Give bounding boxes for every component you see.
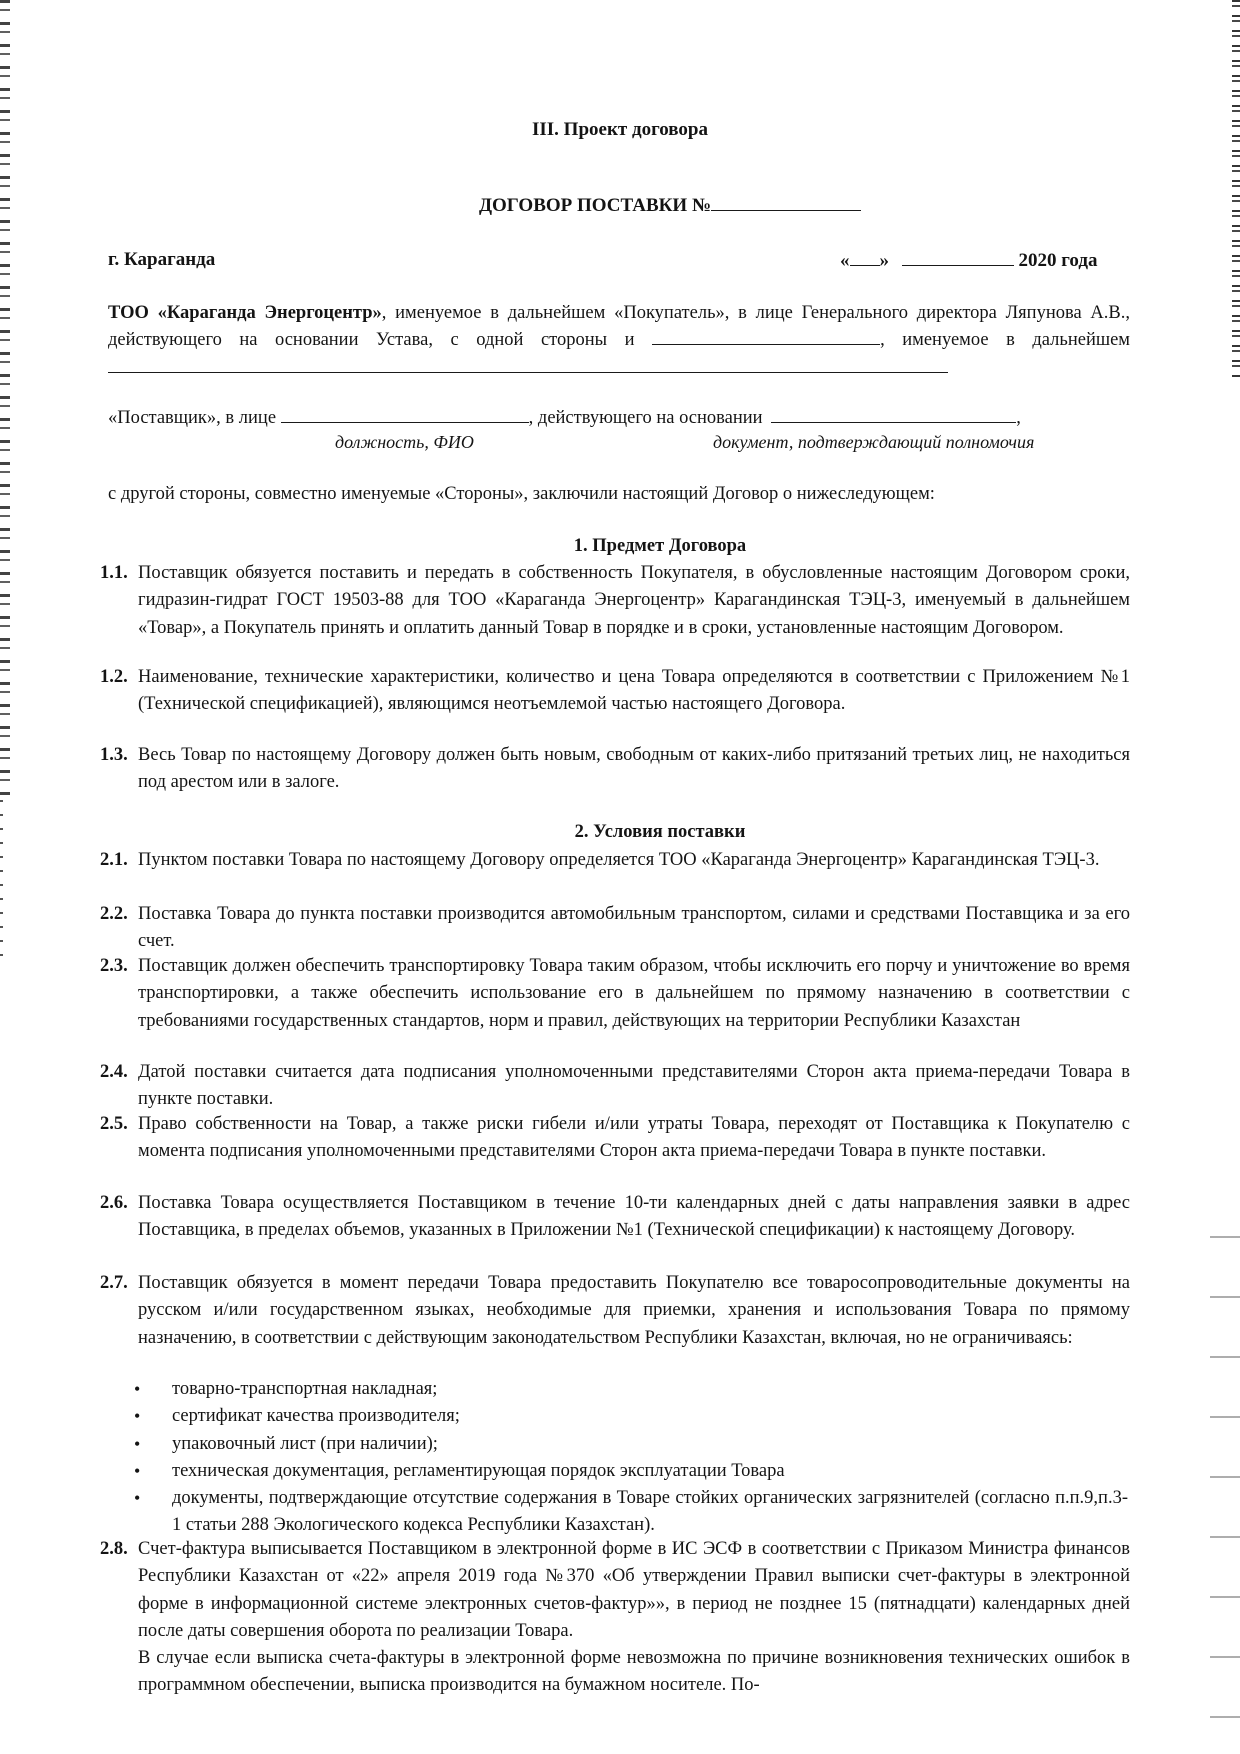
- scan-edge-right: [1232, 0, 1240, 380]
- clause-continuation: В случае если выписка счета-фактуры в электронной форме невозможна по причине возникновения технических ошибок в программном обеспечении, выписка производится на бумажном носителе. По-: [138, 1648, 1130, 1696]
- clause-number: 2.8.: [100, 1539, 128, 1559]
- day-blank: [850, 249, 880, 266]
- clause-number: 2.4.: [100, 1062, 128, 1082]
- preamble-text-1: , именуемое в дальнейшем «Покупатель», в лице Генерального директора Ляпунова А.В., действующего на основании Устава, с одной стороны и: [108, 303, 1130, 351]
- supplier-representative-row: [108, 406, 1021, 429]
- list-item: • техническая документация, регламентирующая порядок эксплуатации Товара: [128, 1458, 1128, 1485]
- representative-blank: [281, 406, 529, 423]
- preamble-text-2: , именуемое в дальнейшем: [880, 330, 1131, 351]
- supplier-designation-blank: [108, 356, 948, 373]
- clause-text: Весь Товар по настоящему Договору должен быть новым, свободным от каких-либо притязаний третьих лиц, не находиться под арестом или в залоге.: [138, 745, 1130, 793]
- clause-2-5: [100, 1111, 1130, 1166]
- city: г. Караганда: [108, 249, 216, 270]
- list-item: • товарно-транспортная накладная;: [128, 1376, 1128, 1403]
- date-close-quote: »: [879, 250, 889, 271]
- acting-on-text: , действующего на основании: [528, 408, 763, 428]
- buyer-name: ТОО «Караганда Энергоцентр»: [108, 303, 382, 323]
- clause-number: 1.2.: [100, 667, 128, 687]
- supplier-name-blank: [652, 328, 880, 345]
- documents-list: [128, 1376, 1128, 1540]
- clause-number: 2.5.: [100, 1114, 128, 1134]
- list-item: • сертификат качества производителя;: [128, 1403, 1128, 1430]
- contract-number-blank: [711, 194, 861, 211]
- section-title-1: 1. Предмет Договора: [573, 536, 747, 556]
- clause-1-3: [100, 742, 1130, 797]
- contract-date: [840, 249, 1097, 272]
- document-caption: документ, подтверждающий полномочия: [713, 432, 1035, 452]
- clause-number: 1.3.: [100, 745, 128, 765]
- clause-number: 2.7.: [100, 1273, 128, 1293]
- clause-2-6: [100, 1190, 1130, 1245]
- clause-text: Поставщик должен обеспечить транспортировку Товара таким образом, чтобы исключить его порчу и уничтожение во время транспортировки, а также обеспечить использование его в дальнейшем по прямому назначению в соответствии с требованиями государственных стандартов, норм и правил, действующих на территории Республики Казахстан: [138, 956, 1130, 1031]
- clause-2-7: [100, 1270, 1130, 1352]
- clause-number: 2.2.: [100, 904, 128, 924]
- clause-number: 2.3.: [100, 956, 128, 976]
- clause-2-2: [100, 901, 1130, 956]
- clause-2-1: [100, 847, 1130, 874]
- basis-document-blank: [771, 406, 1016, 423]
- preamble-paragraph: [108, 300, 1130, 382]
- clause-number: 2.6.: [100, 1193, 128, 1213]
- contract-title: [0, 194, 1240, 217]
- section-title-2: 2. Условия поставки: [574, 822, 746, 842]
- supplier-label: «Поставщик», в лице: [108, 408, 277, 428]
- clause-2-8: [100, 1536, 1130, 1700]
- list-item: • упаковочный лист (при наличии);: [128, 1431, 1128, 1458]
- clause-text: Право собственности на Товар, а также риски гибели и/или утраты Товара, переходят от Поставщика к Покупателю с момента подписания уполномоченными представителями Сторон акта приема-передачи Товара в пункте поставки.: [138, 1114, 1130, 1162]
- contract-title-text: ДОГОВОР ПОСТАВКИ №: [478, 195, 712, 216]
- clause-text: Поставка Товара до пункта поставки производится автомобильным транспортом, силами и средствами Поставщика и за его счет.: [138, 904, 1130, 952]
- clause-text: Датой поставки считается дата подписания уполномоченными представителями Сторон акта приема-передачи Товара в пункте поставки.: [138, 1062, 1130, 1110]
- list-item: • документы, подтверждающие отсутствие содержания в Товаре стойких органических загрязнителей (согласно п.п.9,п.3-1 статьи 288 Экологического кодекса Республики Казахстан).: [128, 1485, 1128, 1540]
- clause-text: Поставщик обязуется в момент передачи Товара предоставить Покупателю все товаросопроводительные документы на русском и/или государственном языках, необходимые для приемки, хранения и использования Товара по прямому назначению, в соответствии с действующим законодательством Республики Казахстан, включая, но не ограничиваясь:: [138, 1273, 1130, 1348]
- clause-2-4: [100, 1059, 1130, 1114]
- month-blank: [902, 249, 1014, 266]
- clause-2-3: [100, 953, 1130, 1035]
- clause-text: Поставка Товара осуществляется Поставщиком в течение 10-ти календарных дней с даты направления заявки в адрес Поставщика, в пределах объемов, указанных в Приложении №1 (Технической спецификации) к настоящему Договору.: [138, 1193, 1130, 1241]
- clause-1-2: [100, 664, 1130, 719]
- clause-number: 2.1.: [100, 850, 128, 870]
- section-label: III. Проект договора: [532, 119, 708, 140]
- date-open-quote: «: [840, 250, 850, 271]
- clause-text: Поставщик обязуется поставить и передать в собственность Покупателя, в обусловленные настоящим Договором сроки, гидразин-гидрат ГОСТ 19503-88 для ТОО «Караганда Энергоцентр» Карагандинская ТЭЦ-3, именуемый в дальнейшем «Товар», а Покупатель принять и оплатить данный Товар в порядке и в сроки, установленные настоящим Договором.: [138, 563, 1130, 638]
- comma: ,: [1016, 408, 1021, 428]
- date-year: 2020 года: [1018, 250, 1098, 271]
- position-caption: должность, ФИО: [335, 432, 474, 452]
- clause-text: Наименование, технические характеристики, количество и цена Товара определяются в соответствии с Приложением №1 (Технической спецификацией), являющимся неотъемлемой частью настоящего Договора.: [138, 667, 1130, 715]
- clause-text: Счет-фактура выписывается Поставщиком в электронной форме в ИС ЭСФ в соответствии с Приказом Министра финансов Республики Казахстан от «22» апреля 2019 года №370 «Об утверждении Правил выписки счет-фактуры в электронной форме в информационной системе электронных счетов-фактур»», в период не позднее 15 (пятнадцати) календарных дней после даты совершения оборота по реализации Товара.: [138, 1539, 1130, 1641]
- clause-number: 1.1.: [100, 563, 128, 583]
- clause-1-1: [100, 560, 1130, 642]
- preamble-closing: с другой стороны, совместно именуемые «Стороны», заключили настоящий Договор о нижеследующем:: [108, 484, 935, 504]
- clause-text: Пунктом поставки Товара по настоящему Договору определяется ТОО «Караганда Энергоцентр» Карагандинская ТЭЦ-3.: [138, 850, 1100, 870]
- scan-edge-right-lower: [1210, 1200, 1240, 1740]
